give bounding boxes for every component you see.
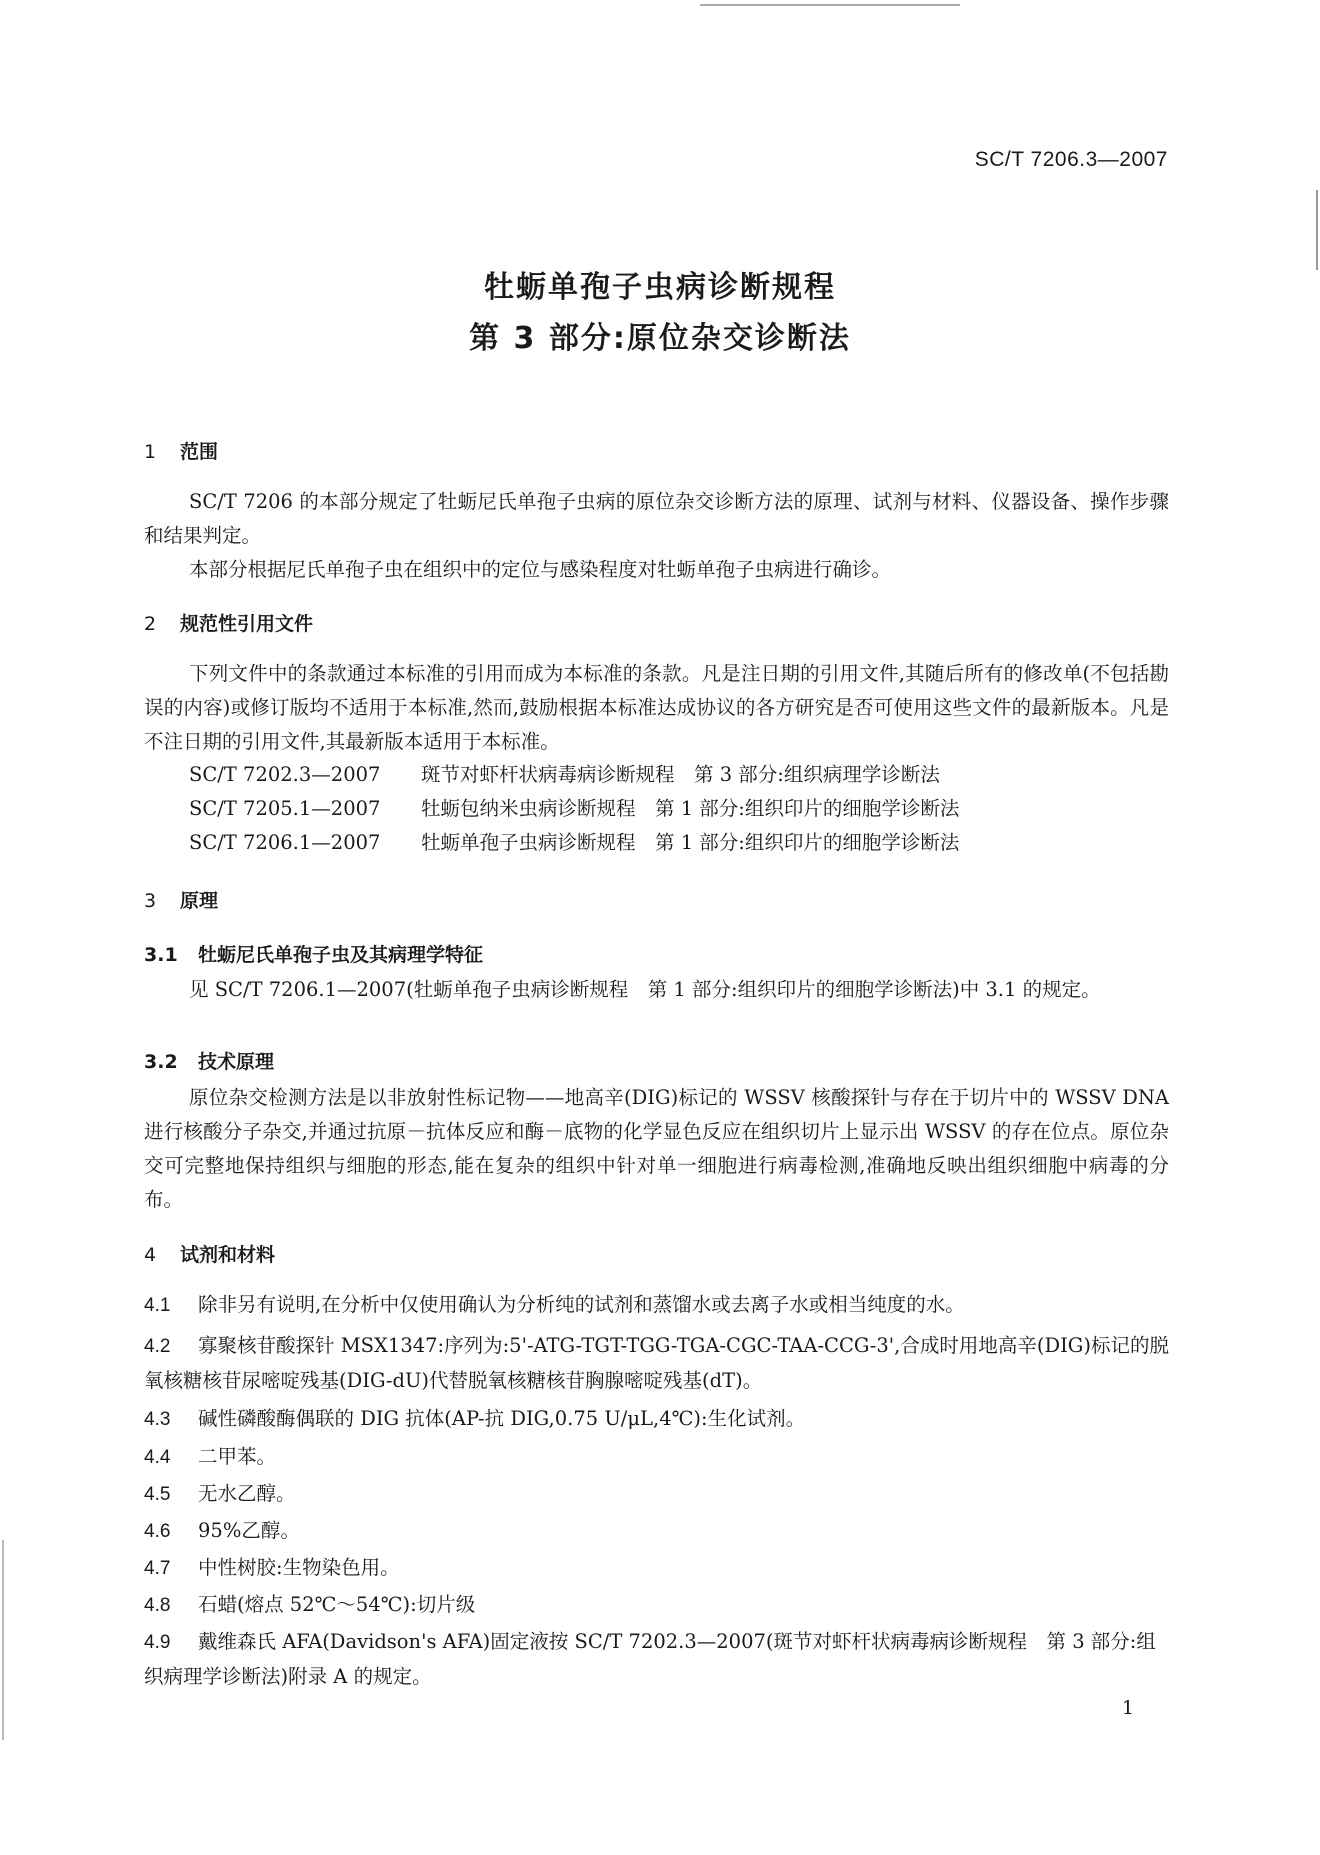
section-number: 1: [144, 441, 157, 463]
reference-item: [189, 827, 959, 861]
reagent-item: [144, 1551, 1174, 1586]
reagent-item: [144, 1477, 1174, 1512]
reference-code: SC/T 7205.1—2007: [189, 797, 381, 820]
page-number: 1: [1121, 1697, 1134, 1719]
section-title: 规范性引用文件: [180, 613, 314, 635]
item-number: 4.6: [144, 1521, 171, 1542]
reagent-item: [144, 1402, 1174, 1437]
scan-artifact-left: [2, 1540, 4, 1740]
reagent-item: [144, 1440, 1174, 1475]
section-3-heading: [144, 886, 218, 913]
section-3-2-paragraph: 原位杂交检测方法是以非放射性标记物——地高辛(DIG)标记的 WSSV 核酸探针与存在于切片中的 WSSV DNA 进行核酸分子杂交,并通过抗原－抗体反应和酶－底物的化学显色反应在组织切片上显示出 WSSV 的存在位点。原位杂交可完整地保持组织与细胞的形态,能在复杂的组织中针对单一细胞进行病毒检测,准确地反映出组织细胞中病毒的分布。: [144, 1086, 1169, 1211]
section-3-2-heading: [144, 1047, 274, 1074]
doc-subtitle: 第 3 部分:原位杂交诊断法: [469, 321, 851, 356]
section-2-heading: [144, 609, 313, 636]
reagent-item: [144, 1514, 1174, 1549]
reference-title: 牡蛎包纳米虫病诊断规程 第 1 部分:组织印片的细胞学诊断法: [421, 797, 960, 820]
item-text: 戴维森氏 AFA(Davidson's AFA)固定液按 SC/T 7202.3—2007(斑节对虾杆状病毒病诊断规程 第 3 部分:组织病理学诊断法)附录 A 的规定。: [144, 1630, 1156, 1688]
item-number: 4.3: [144, 1409, 171, 1430]
item-text: 二甲苯。: [198, 1445, 277, 1468]
section-3-1-heading: [144, 940, 483, 967]
reference-item: [189, 759, 959, 793]
item-text: 除非另有说明,在分析中仅使用确认为分析纯的试剂和蒸馏水或去离子水或相当纯度的水。: [198, 1293, 965, 1316]
normative-references: [189, 759, 959, 861]
section-number: 3: [144, 890, 157, 912]
reference-code: SC/T 7202.3—2007: [189, 763, 381, 786]
subsection-title: 技术原理: [198, 1051, 275, 1073]
section-1-paragraph-2: 本部分根据尼氏单孢子虫在组织中的定位与感染程度对牡蛎单孢子虫病进行确诊。: [189, 558, 892, 581]
item-text: 中性树胶:生物染色用。: [198, 1556, 400, 1579]
subsection-title: 牡蛎尼氏单孢子虫及其病理学特征: [198, 944, 484, 966]
reagent-item: [144, 1329, 1174, 1398]
section-1-paragraph-1: SC/T 7206 的本部分规定了牡蛎尼氏单孢子虫病的原位杂交诊断方法的原理、试剂与材料、仪器设备、操作步骤和结果判定。: [144, 490, 1169, 547]
reference-title: 牡蛎单孢子虫病诊断规程 第 1 部分:组织印片的细胞学诊断法: [421, 831, 960, 854]
item-text: 95%乙醇。: [198, 1519, 300, 1542]
item-text: 石蜡(熔点 52℃～54℃):切片级: [198, 1593, 476, 1616]
section-number: 4: [144, 1244, 157, 1266]
reference-code: SC/T 7206.1—2007: [189, 831, 381, 854]
item-number: 4.2: [144, 1336, 171, 1357]
item-number: 4.1: [144, 1295, 171, 1316]
reference-title: 斑节对虾杆状病毒病诊断规程 第 3 部分:组织病理学诊断法: [421, 763, 940, 786]
scan-artifact-top: [700, 4, 960, 6]
item-number: 4.4: [144, 1447, 171, 1468]
item-number: 4.9: [144, 1632, 171, 1653]
section-2-paragraph-1: 下列文件中的条款通过本标准的引用而成为本标准的条款。凡是注日期的引用文件,其随后所有的修改单(不包括勘误的内容)或修订版均不适用于本标准,然而,鼓励根据本标准达成协议的各方研究是否可使用这些文件的最新版本。凡是不注日期的引用文件,其最新版本适用于本标准。: [144, 662, 1169, 753]
reagent-item: [144, 1288, 1174, 1323]
doc-title: 牡蛎单孢子虫病诊断规程: [484, 270, 836, 305]
subsection-number: 3.1: [144, 944, 178, 966]
item-number: 4.7: [144, 1558, 171, 1579]
item-text: 寡聚核苷酸探针 MSX1347:序列为:5'-ATG-TGT-TGG-TGA-CGC-TAA-CCG-3',合成时用地高辛(DIG)标记的脱氧核糖核苷尿嘧啶残基(DIG-dU)代替脱氧核糖核苷胸腺嘧啶残基(dT)。: [144, 1334, 1169, 1392]
item-number: 4.8: [144, 1595, 171, 1616]
section-title: 范围: [180, 441, 219, 463]
section-title: 试剂和材料: [180, 1244, 276, 1266]
section-3-1-paragraph: 见 SC/T 7206.1—2007(牡蛎单孢子虫病诊断规程 第 1 部分:组织印片的细胞学诊断法)中 3.1 的规定。: [189, 978, 1101, 1001]
reagent-item: [144, 1588, 1174, 1623]
reagent-item: [144, 1625, 1174, 1694]
item-text: 碱性磷酸酶偶联的 DIG 抗体(AP-抗 DIG,0.75 U/μL,4℃):生化试剂。: [198, 1407, 806, 1430]
section-title: 原理: [180, 890, 219, 912]
item-text: 无水乙醇。: [198, 1482, 296, 1505]
reference-item: [189, 793, 959, 827]
section-number: 2: [144, 613, 157, 635]
item-number: 4.5: [144, 1484, 171, 1505]
subsection-number: 3.2: [144, 1051, 178, 1073]
section-4-heading: [144, 1240, 275, 1267]
standard-code: SC/T 7206.3—2007: [974, 148, 1168, 171]
scan-artifact-right: [1316, 190, 1318, 270]
section-1-heading: [144, 437, 218, 464]
